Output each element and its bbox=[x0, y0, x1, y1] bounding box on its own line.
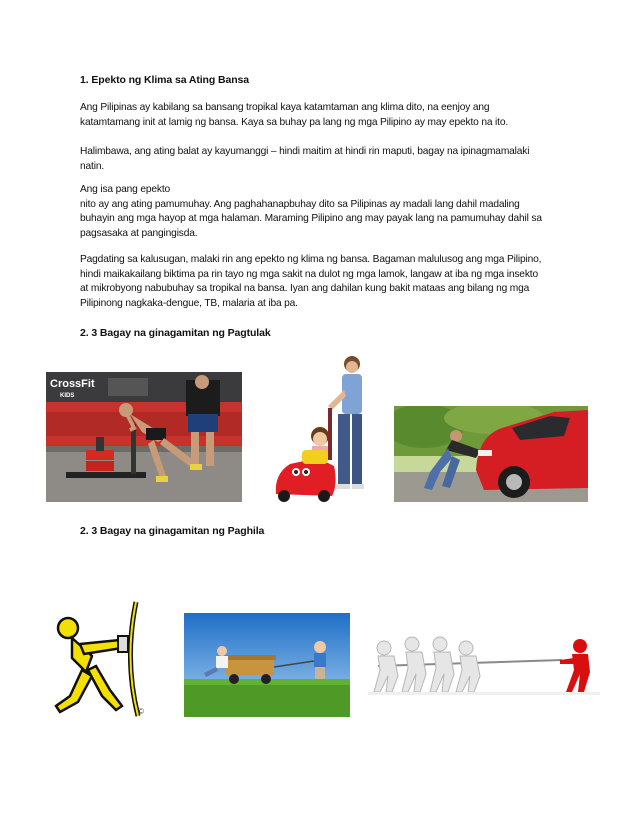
crossfit-sub-text: KIDS bbox=[60, 393, 75, 399]
paragraph-line: at mikrobyong nabubuhay sa tropikal na bansa. Iyan ang dahilan kung bakit mataas ang bilang ng mga bbox=[80, 283, 530, 295]
car-push-photo bbox=[394, 406, 588, 502]
toy-car-push-photo bbox=[272, 354, 370, 504]
paragraph-line: natin. bbox=[80, 160, 105, 172]
section2-heading: 2. 3 Bagay na ginagamitan ng Pagtulak bbox=[80, 327, 271, 339]
section1-heading: 1. Epekto ng Klima sa Ating Bansa bbox=[80, 74, 250, 86]
paragraph-line: Ang Pilipinas ay kabilang sa bansang tropikal kaya katamtaman ang klima dito, na eenjoy ang bbox=[80, 102, 490, 113]
tug-of-war-illustration bbox=[368, 630, 600, 702]
paragraph-1 bbox=[80, 101, 570, 130]
wagon-pull-photo bbox=[184, 613, 350, 717]
section3-heading: 2. 3 Bagay na ginagamitan ng Paghila bbox=[80, 525, 265, 537]
paragraph-line: Ang isa pang epekto bbox=[80, 184, 171, 195]
paragraph-line: pagsasaka at pangingisda. bbox=[80, 227, 198, 239]
paragraph-line: Pilipinong nagkaka-dengue, TB, malaria at iba pa. bbox=[80, 297, 298, 309]
paragraph-line: katamtamang init at lamig ng bansa. Kaya sa buhay pa lang ng mga Pilipino ay may epekto na ito. bbox=[80, 116, 509, 128]
paragraph-line: buhayin ang mga hayop at mga halaman. Maraming Pilipino ang may payak lang na pamumuhay dahil sa bbox=[80, 213, 542, 225]
paragraph-3 bbox=[80, 183, 570, 241]
crossfit-banner-text: CrossFit bbox=[50, 378, 95, 390]
paragraph-line: Halimbawa, ang ating balat ay kayumanggi – hindi maitim at hindi rin maputi, bagay na ipinagmamalaki bbox=[80, 146, 530, 157]
paragraph-line: hindi maikakailang biktima pa rin tayo ng mga sakit na dulot ng mga lamok, langaw at iba ng mga insekto bbox=[80, 268, 538, 280]
paragraph-4 bbox=[80, 253, 570, 311]
sled-push-photo bbox=[46, 372, 242, 502]
paragraph-line: Pagdating sa kalusugan, malaki rin ang epekto ng klima ng bansa. Bagaman malulusog ang mga Pilipino, bbox=[80, 254, 542, 265]
paragraph-2 bbox=[80, 145, 570, 174]
lever-pull-illustration bbox=[50, 600, 154, 718]
paragraph-line: nito ay ang ating pamumuhay. Ang paghahanapbuhay dito sa Pilipinas ay madali lang dahil madaling bbox=[80, 198, 520, 210]
copyright-mark: © bbox=[138, 707, 144, 716]
